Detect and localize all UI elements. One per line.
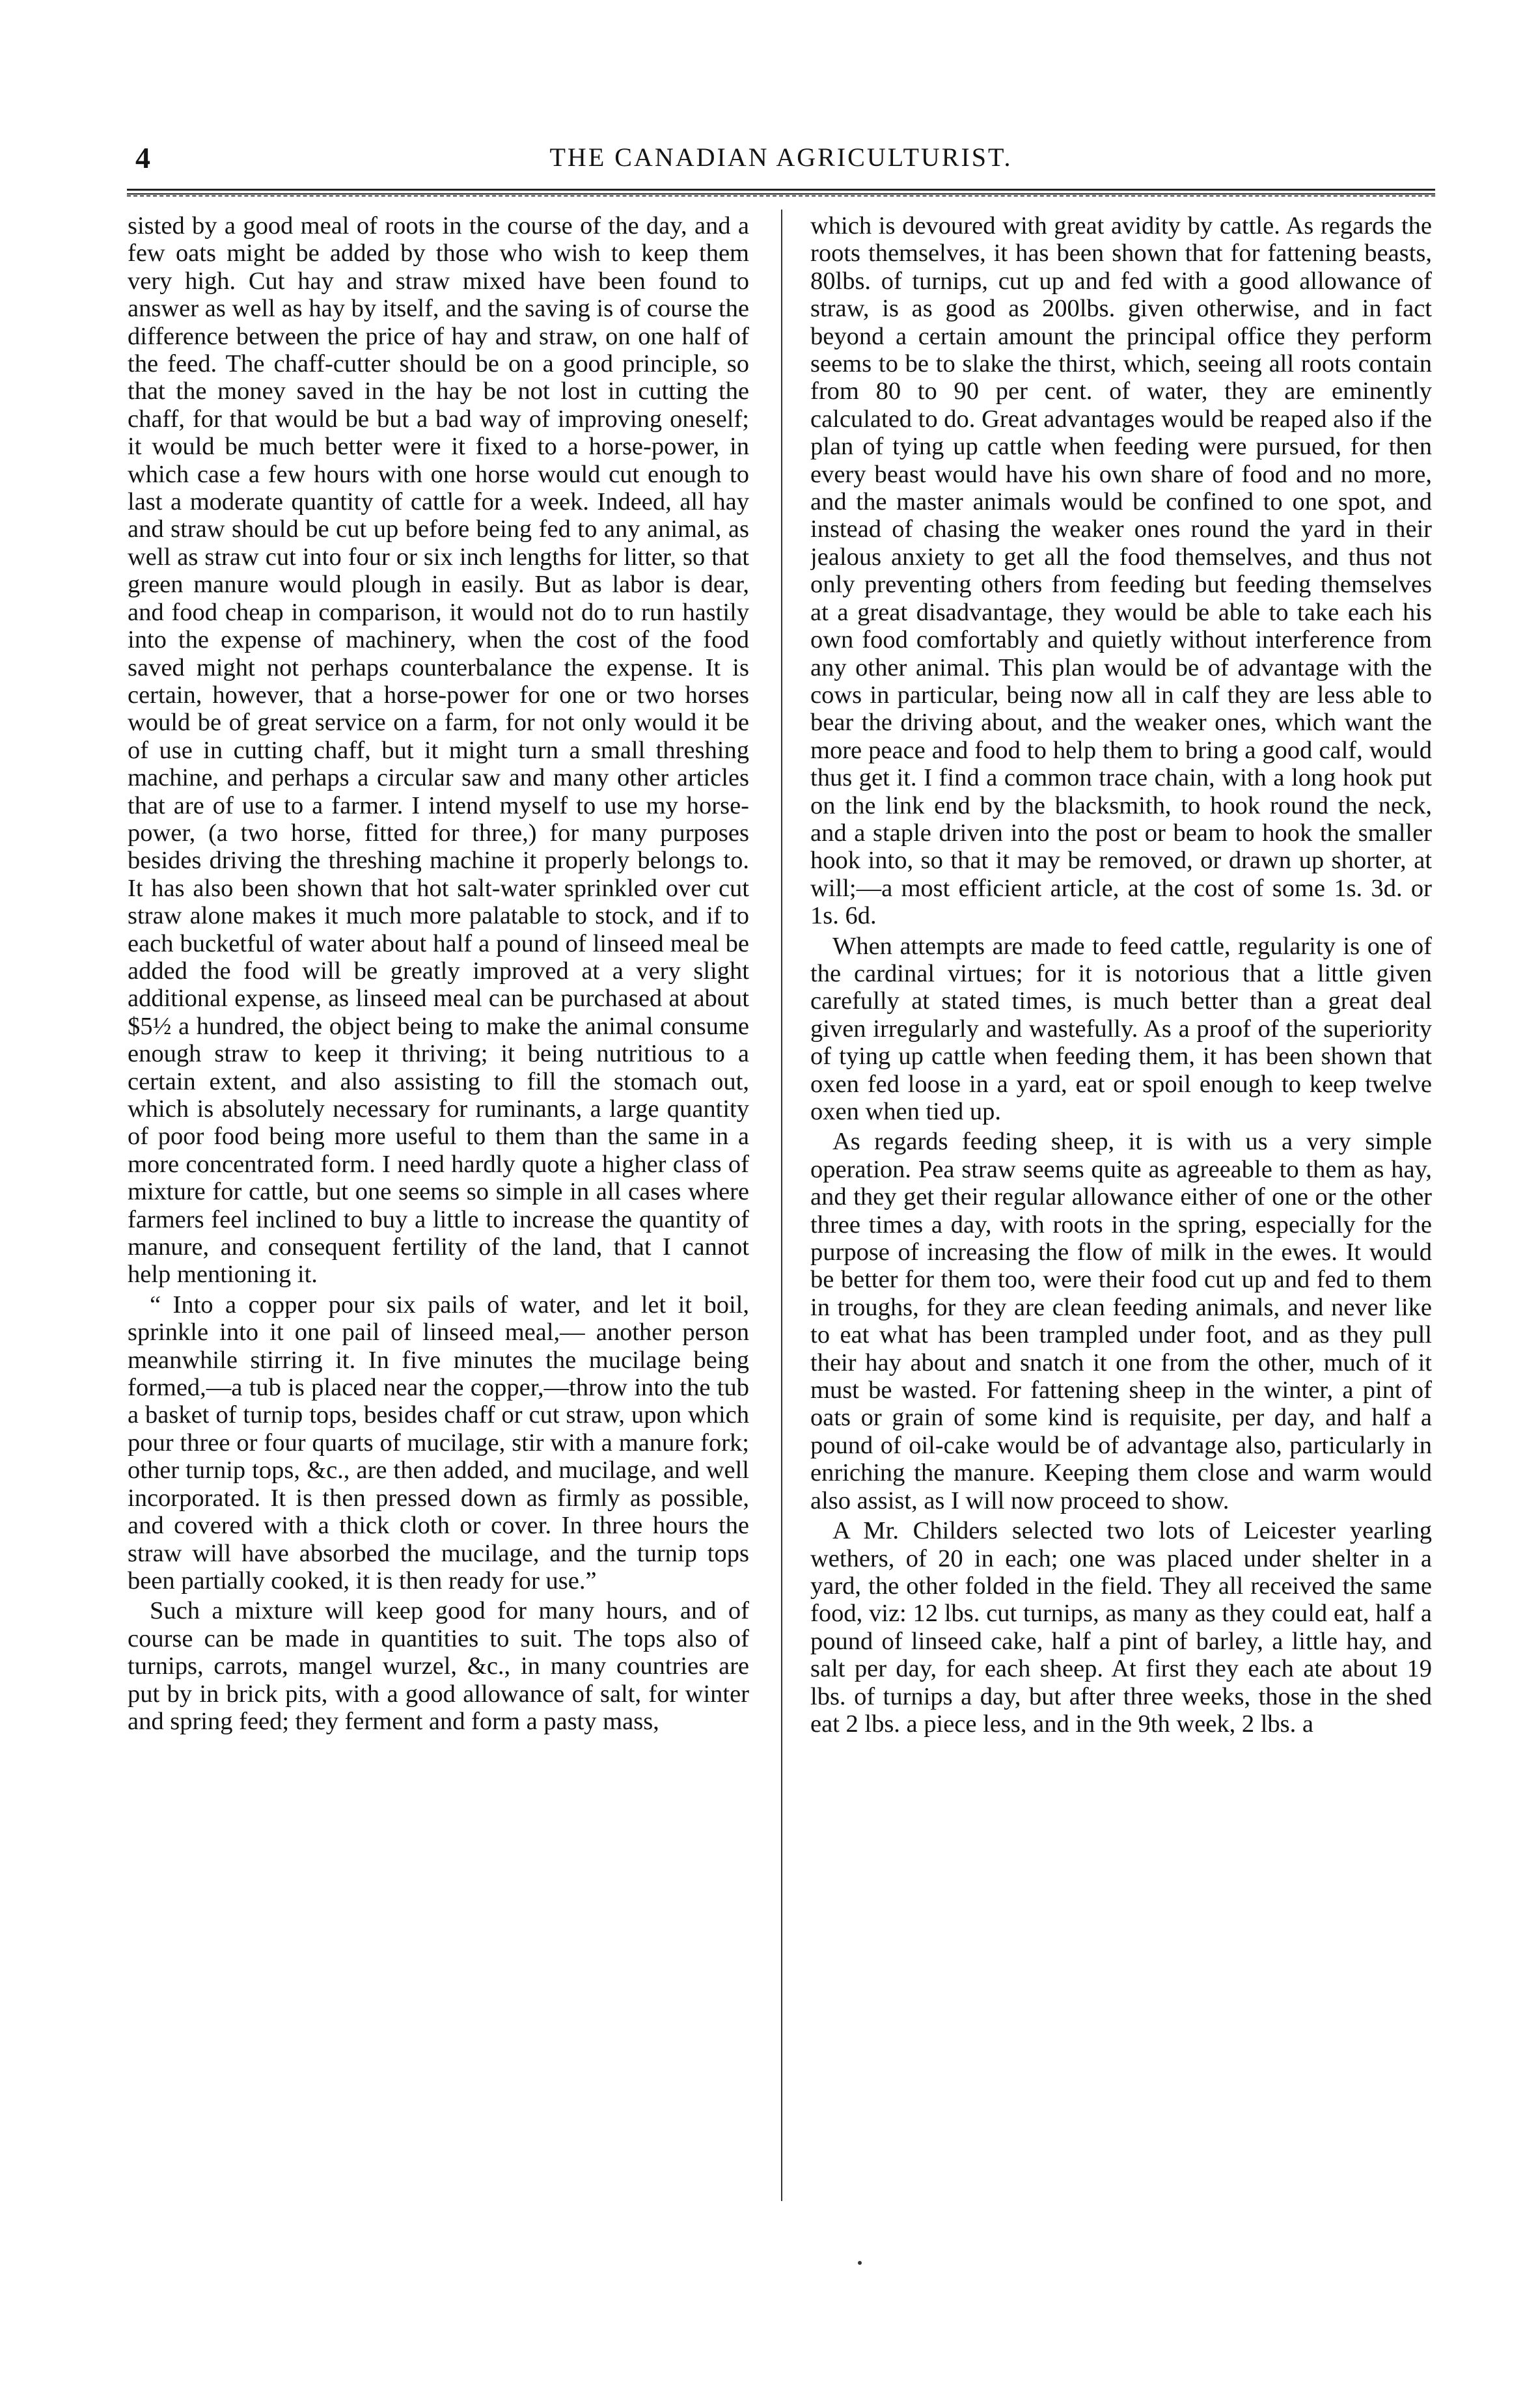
page-header [124,130,1438,189]
ink-speck [858,2261,862,2265]
right-paragraph-2: When attempts are made to feed cattle, regularity is one of the cardinal virtues; for it is notorious that a little given carefully at stated times, is much better than a great deal given irregularly and wastefully. As a proof of the superiority of tying up cattle when feeding them, it has been shown that oxen fed loose in a yard, eat or spoil enough to keep twelve oxen when tied up. [810,932,1432,1125]
right-paragraph-3: As regards feeding sheep, it is with us a very simple operation. Pea straw seems quite as agreeable to them as hay, and they get their regular allowance either of one or the other three times a day, with roots in the spring, especially for the purpose of increasing the flow of milk in the ewes. It would be better for them too, were their food cut up and fed to them in troughs, for they are clean feeding animals, and never like to eat what has been trampled under foot, and as they pull their hay about and snatch it one from the other, much of it must be wasted. For fattening sheep in the winter, a pint of oats or grain of some kind is requisite, per day, and half a pound of oil-cake would be of advantage also, particularly in enriching the manure. Keeping them close and warm would also assist, as I will now proceed to show. [810,1128,1432,1514]
header-rule-dashed [127,195,1435,197]
right-column [810,212,1432,2210]
left-paragraph-1: sisted by a good meal of roots in the course of the day, and a few oats might be added by those who wish to keep them very high. Cut hay and straw mixed have been found to answer as well as hay by itself, and the saving is of course the difference between the price of hay and straw, on one half of the feed. The chaff-cutter should be on a good principle, so that the money saved in the hay be not lost in cutting the chaff, for that would be but a bad way of improving oneself; it would be much better were it fixed to a horse-power, in which case a few hours with one horse would cut enough to last a moderate quantity of cattle for a week. Indeed, all hay and straw should be cut up before being fed to any animal, as well as straw cut into four or six inch lengths for litter, so that green manure would plough in easily. But as labor is dear, and food cheap in comparison, it would not do to run hastily into the expense of machinery, when the cost of the food saved might not perhaps counterbalance the expense. It is certain, however, that a horse-power for one or two horses would be of great service on a farm, for not only would it be of use in cutting chaff, but it might turn a small threshing machine, and perhaps a circular saw and many other articles that are of use to a farmer. I intend myself to use my horse-power, (a two horse, fitted for three,) for many purposes besides driving the threshing machine it properly belongs to. It has also been shown that hot salt-water sprinkled over cut straw alone makes it much more palatable to stock, and if to each bucketful of water about half a pound of linseed meal be added the food will be greatly improved at a very slight additional expense, as linseed meal can be purchased at about $5½ a hundred, the object being to make the animal consume enough straw to keep it thriving; it being nutritious to a certain extent, and also assisting to fill the stomach out, which is absolutely necessary for ruminants, a large quantity of poor food being more useful to them than the same in a more concentrated form. I need hardly quote a higher class of mixture for cattle, but one seems so simple in all cases where farmers feel inclined to buy a little to increase the quantity of manure, and consequent fertility of the land, that I cannot help mentioning it. [128,212,749,1289]
running-head-title: THE CANADIAN AGRICULTURIST. [549,143,1013,172]
page-number: 4 [135,141,151,174]
left-column [128,212,749,2210]
column-divider [781,210,782,2201]
header-rule [127,189,1435,195]
left-paragraph-3: Such a mixture will keep good for many hours, and of course can be made in quantities to suit. The tops also of turnips, carrots, mangel wurzel, &c., in many countries are put by in brick pits, with a good allowance of salt, for winter and spring feed; they ferment and form a pasty mass, [128,1597,749,1735]
right-paragraph-4: A Mr. Childers selected two lots of Leicester yearling wethers, of 20 in each; one was placed under shelter in a yard, the other folded in the field. They all received the same food, viz: 12 lbs. cut turnips, as many as they could eat, half a pound of linseed cake, half a pint of barley, a little hay, and salt per day, for each sheep. At first they each ate about 19 lbs. of turnips a day, but after three weeks, those in the shed eat 2 lbs. a piece less, and in the 9th week, 2 lbs. a [810,1517,1432,1738]
left-paragraph-2-quote: “ Into a copper pour six pails of water, and let it boil, sprinkle into it one pail of linseed meal,— another person meanwhile stirring it. In five minutes the mucilage being formed,—a tub is placed near the copper,—throw into the tub a basket of turnip tops, besides chaff or cut straw, upon which pour three or four quarts of mucilage, stir with a manure fork; other turnip tops, &c., are then added, and mucilage, and well incorporated. It is then pressed down as firmly as possible, and covered with a thick cloth or cover. In three hours the straw will have absorbed the mucilage, and the turnip tops been partially cooked, it is then ready for use.” [128,1291,749,1594]
right-paragraph-1: which is devoured with great avidity by cattle. As regards the roots themselves, it has been shown that for fattening beasts, 80lbs. of turnips, cut up and fed with a good allowance of straw, is as good as 200lbs. given otherwise, and in fact beyond a certain amount the principal office they perform seems to be to slake the thirst, which, seeing all roots contain from 80 to 90 per cent. of water, they are eminently calculated to do. Great advantages would be reaped also if the plan of tying up cattle when feeding were pursued, for then every beast would have his own share of food and no more, and the master animals would be confined to one spot, and instead of chasing the weaker ones round the yard in their jealous anxiety to get all the food themselves, and thus not only preventing others from feeding but feeding themselves at a great disadvantage, they would be able to take each his own food comfortably and quietly without interference from any other animal. This plan would be of advantage with the cows in particular, being now all in calf they are less able to bear the driving about, and the weaker ones, which want the more peace and food to help them to bring a good calf, would thus get it. I find a common trace chain, with a long hook put on the link end by the blacksmith, to hook round the neck, and a staple driven into the post or beam to hook the smaller hook into, so that it may be removed, or drawn up shorter, at will;—a most efficient article, at the cost of some 1s. 3d. or 1s. 6d. [810,212,1432,930]
